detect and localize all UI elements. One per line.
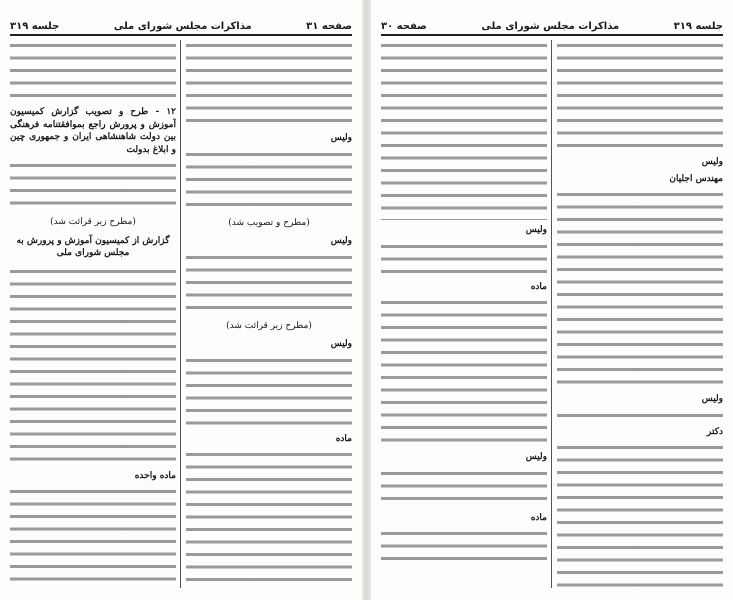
right-page-column-right <box>557 40 723 588</box>
speaker-label: ولیس <box>330 133 352 143</box>
text-lines <box>381 241 547 277</box>
text-lines <box>557 40 723 152</box>
speaker-label: مهندس اجلیان <box>669 173 723 184</box>
right-page-running-title: مذاکرات مجلس شورای ملی <box>481 21 620 32</box>
text-lines <box>10 486 176 586</box>
left-column-rule <box>180 40 181 588</box>
text-lines <box>10 40 176 102</box>
article-label: ماده واحده <box>134 470 176 481</box>
article-label: ماده <box>530 512 547 523</box>
speaker-label: ولیس <box>701 394 723 404</box>
left-page-number: صفحه ۳۱ <box>306 21 352 32</box>
text-lines <box>10 160 176 210</box>
text-lines <box>557 189 723 389</box>
left-page <box>0 0 362 600</box>
text-lines <box>381 40 547 220</box>
right-page-header <box>381 14 723 36</box>
text-lines <box>10 266 176 466</box>
text-lines <box>381 528 547 568</box>
text-lines <box>186 449 352 588</box>
left-page-running-title: مذاکرات مجلس شورای ملی <box>113 21 252 32</box>
left-page-column-left <box>10 40 176 588</box>
speaker-label: ولیس <box>330 339 352 349</box>
right-column-rule <box>551 40 552 588</box>
speaker-label: ولیس <box>525 452 547 462</box>
right-page-number: صفحه ۳۰ <box>381 21 427 32</box>
speaker-label: ولیس <box>525 225 547 235</box>
stage-note: (مطرح و تصویب شد) <box>228 217 310 228</box>
article-label: ماده <box>530 281 547 292</box>
text-lines <box>186 252 352 314</box>
speaker-label: ولیس <box>701 157 723 167</box>
left-page-header <box>10 14 352 36</box>
article-label: ماده <box>335 433 352 444</box>
text-lines <box>381 468 547 508</box>
left-page-session: جلسه ۳۱۹ <box>10 21 60 32</box>
right-page-column-left <box>381 40 547 588</box>
section-heading: ۱۲ - طرح و تصویب گزارش کمیسیون آموزش و پرورش راجع بموافقتنامه فرهنگی بین دولت شاهنشاهی ایران و جمهوری چین و ابلاغ بدولت <box>10 107 176 155</box>
speaker-label: ولیس <box>330 236 352 246</box>
right-page-session: جلسه ۳۱۹ <box>673 21 723 32</box>
text-lines <box>186 40 352 128</box>
speaker-label: دکتر <box>707 426 723 437</box>
stage-note: (مطرح زیر قرائت شد) <box>226 320 312 331</box>
left-page-column-right <box>186 40 352 588</box>
right-page <box>371 0 733 600</box>
text-lines <box>381 297 547 447</box>
text-lines <box>557 410 723 422</box>
text-lines <box>186 149 352 211</box>
report-heading: گزارش از کمیسیون آموزش و پرورش به مجلس شورای ملی <box>16 235 170 258</box>
stage-note: (مطرح زیر قرائت شد) <box>50 217 136 227</box>
text-lines <box>186 355 352 429</box>
text-lines <box>557 442 723 588</box>
page-gutter <box>362 0 371 600</box>
